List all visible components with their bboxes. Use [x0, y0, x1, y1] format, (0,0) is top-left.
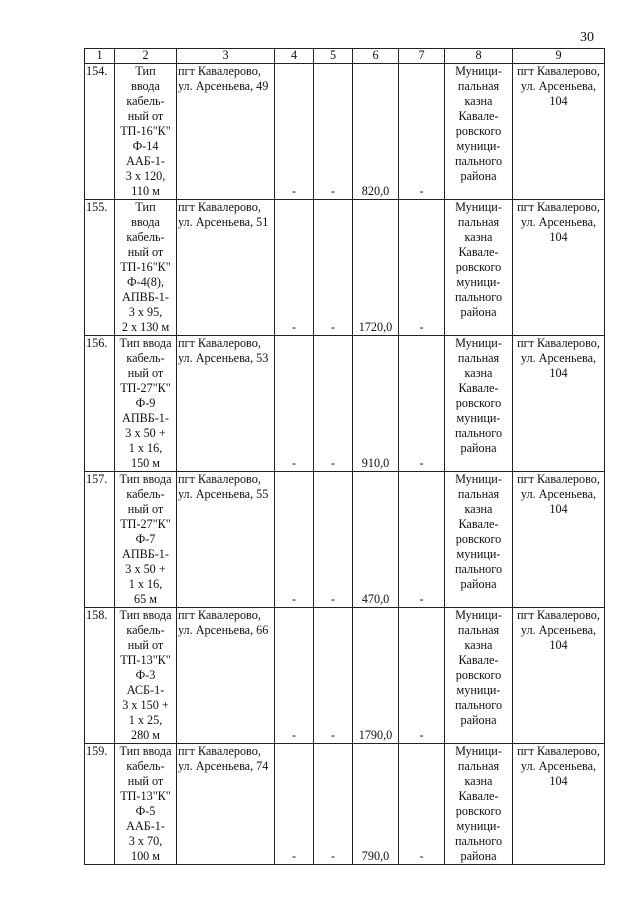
text-line: Ф-9 — [135, 396, 156, 410]
text-line: ул. Арсеньева, 49 — [178, 79, 269, 93]
text-line: ровского — [455, 804, 502, 818]
text-line: АПВБ-1- — [122, 411, 169, 425]
text-line: пгт Кавалерово, — [517, 200, 600, 214]
text-line: Тип ввода — [119, 472, 172, 486]
object-address — [177, 472, 275, 608]
text-line: пгт Кавалерово, — [517, 336, 600, 350]
owner — [445, 472, 513, 608]
cost-value: 790,0 — [353, 744, 399, 865]
col-7-value: - — [399, 472, 445, 608]
text-line: Кавале- — [458, 653, 499, 667]
owner — [445, 608, 513, 744]
header-col-1: 1 — [85, 49, 115, 64]
cost-value: 1720,0 — [353, 200, 399, 336]
page-number: 30 — [580, 30, 594, 45]
text-line: АПВБ-1- — [122, 547, 169, 561]
text-line: Кавале- — [458, 517, 499, 531]
text-line: пгт Кавалерово, — [517, 64, 600, 78]
text-line: Тип ввода — [119, 608, 172, 622]
object-name — [115, 608, 177, 744]
owner-address — [513, 744, 605, 865]
text-line: пгт Кавалерово, — [517, 472, 600, 486]
cost-value: 470,0 — [353, 472, 399, 608]
text-line: казна — [464, 94, 493, 108]
text-line: Кавале- — [458, 109, 499, 123]
owner — [445, 200, 513, 336]
text-line: кабель- — [126, 487, 165, 501]
text-line: пального — [454, 834, 503, 848]
owner — [445, 64, 513, 200]
text-line: ТП-27"К" — [120, 517, 171, 531]
text-line: ААБ-1- — [126, 154, 165, 168]
text-line: пгт Кавалерово, — [178, 608, 261, 622]
text-line: 150 м — [130, 456, 161, 470]
text-line: ный от — [127, 366, 164, 380]
text-line: казна — [464, 638, 493, 652]
text-line: ный от — [127, 638, 164, 652]
text-line: ТП-16"К" — [120, 260, 171, 274]
text-line: района — [460, 577, 497, 591]
col-4-value: - — [275, 336, 314, 472]
text-line: пального — [454, 426, 503, 440]
table-body — [85, 64, 605, 865]
row-number: 158. — [85, 608, 115, 744]
text-line: ААБ-1- — [126, 819, 165, 833]
text-line: кабель- — [126, 230, 165, 244]
text-line: ул. Арсеньева, 74 — [178, 759, 269, 773]
object-name — [115, 336, 177, 472]
property-registry-table — [84, 48, 605, 865]
text-line: пального — [454, 154, 503, 168]
text-line: района — [460, 713, 497, 727]
text-line: 3 х 95, — [128, 305, 163, 319]
text-line: Муници- — [455, 744, 502, 758]
text-line: 3 х 50 + — [125, 562, 166, 576]
owner-address — [513, 336, 605, 472]
text-line: ТП-13"К" — [120, 653, 171, 667]
text-line: Ф-7 — [135, 532, 156, 546]
text-line: 3 х 120, — [125, 169, 166, 183]
object-name — [115, 200, 177, 336]
text-line: района — [460, 169, 497, 183]
text-line: 1 х 25, — [128, 713, 163, 727]
text-line: ул. Арсеньева, — [520, 759, 597, 773]
text-line: пгт Кавалерово, — [178, 744, 261, 758]
header-col-8: 8 — [445, 49, 513, 64]
row-number: 159. — [85, 744, 115, 865]
cost-value: 910,0 — [353, 336, 399, 472]
col-4-value: - — [275, 64, 314, 200]
text-line: ул. Арсеньева, 53 — [178, 351, 269, 365]
text-line: Муници- — [455, 200, 502, 214]
table-row — [85, 608, 605, 744]
text-line: ТП-27"К" — [120, 381, 171, 395]
col-5-value: - — [314, 608, 353, 744]
col-4-value: - — [275, 608, 314, 744]
table-row — [85, 472, 605, 608]
text-line: казна — [464, 230, 493, 244]
text-line: района — [460, 441, 497, 455]
text-line: ТП-16"К" — [120, 124, 171, 138]
text-line: пгт Кавалерово, — [178, 472, 261, 486]
table-row — [85, 64, 605, 200]
owner — [445, 336, 513, 472]
text-line: ровского — [455, 260, 502, 274]
header-col-6: 6 — [353, 49, 399, 64]
text-line: кабель- — [126, 623, 165, 637]
text-line: Тип ввода — [119, 336, 172, 350]
text-line: казна — [464, 502, 493, 516]
text-line: ровского — [455, 532, 502, 546]
text-line: Ф-4(8), — [126, 275, 165, 289]
object-name — [115, 64, 177, 200]
text-line: 65 м — [134, 592, 157, 606]
text-line: ровского — [455, 396, 502, 410]
text-line: 104 — [549, 94, 568, 108]
header-col-4: 4 — [275, 49, 314, 64]
col-7-value: - — [399, 608, 445, 744]
object-address — [177, 200, 275, 336]
text-line: ул. Арсеньева, — [520, 351, 597, 365]
text-line: Муници- — [455, 608, 502, 622]
text-line: муници- — [456, 139, 501, 153]
text-line: ул. Арсеньева, 51 — [178, 215, 269, 229]
text-line: ввода — [131, 215, 160, 229]
col-5-value: - — [314, 472, 353, 608]
text-line: ввода — [131, 79, 160, 93]
text-line: ный от — [127, 245, 164, 259]
header-col-3: 3 — [177, 49, 275, 64]
text-line: пгт Кавалерово, — [178, 336, 261, 350]
text-line: пальная — [457, 215, 500, 229]
text-line: Тип — [135, 200, 156, 214]
text-line: 3 х 150 + — [122, 698, 169, 712]
text-line: пального — [454, 562, 503, 576]
object-address — [177, 608, 275, 744]
text-line: 100 м — [130, 849, 161, 863]
text-line: Ф-3 — [135, 668, 156, 682]
text-line: Муници- — [455, 336, 502, 350]
text-line: пальная — [457, 623, 500, 637]
col-4-value: - — [275, 200, 314, 336]
text-line: ул. Арсеньева, — [520, 79, 597, 93]
text-line: 3 х 70, — [128, 834, 163, 848]
text-line: ный от — [127, 502, 164, 516]
text-line: пальная — [457, 351, 500, 365]
table-header — [85, 49, 605, 64]
col-7-value: - — [399, 744, 445, 865]
text-line: казна — [464, 366, 493, 380]
text-line: пгт Кавалерово, — [178, 200, 261, 214]
text-line: пальная — [457, 79, 500, 93]
text-line: ул. Арсеньева, — [520, 623, 597, 637]
owner — [445, 744, 513, 865]
text-line: 104 — [549, 774, 568, 788]
text-line: пальная — [457, 759, 500, 773]
table-row — [85, 200, 605, 336]
row-number: 155. — [85, 200, 115, 336]
text-line: ул. Арсеньева, — [520, 215, 597, 229]
text-line: 1 х 16, — [128, 441, 163, 455]
cost-value: 1790,0 — [353, 608, 399, 744]
text-line: 280 м — [130, 728, 161, 742]
object-address — [177, 744, 275, 865]
text-line: ул. Арсеньева, 66 — [178, 623, 269, 637]
header-col-2: 2 — [115, 49, 177, 64]
text-line: 3 х 50 + — [125, 426, 166, 440]
text-line: пальная — [457, 487, 500, 501]
object-address — [177, 336, 275, 472]
cost-value: 820,0 — [353, 64, 399, 200]
row-number: 157. — [85, 472, 115, 608]
text-line: Тип — [135, 64, 156, 78]
header-row — [85, 49, 605, 64]
text-line: казна — [464, 774, 493, 788]
text-line: кабель- — [126, 759, 165, 773]
text-line: Кавале- — [458, 381, 499, 395]
text-line: кабель- — [126, 351, 165, 365]
object-name — [115, 744, 177, 865]
text-line: муници- — [456, 819, 501, 833]
text-line: АСБ-1- — [126, 683, 165, 697]
owner-address — [513, 200, 605, 336]
owner-address — [513, 608, 605, 744]
text-line: пгт Кавалерово, — [178, 64, 261, 78]
col-5-value: - — [314, 200, 353, 336]
object-name — [115, 472, 177, 608]
text-line: пгт Кавалерово, — [517, 608, 600, 622]
text-line: муници- — [456, 683, 501, 697]
text-line: 104 — [549, 366, 568, 380]
col-5-value: - — [314, 64, 353, 200]
text-line: муници- — [456, 411, 501, 425]
text-line: 2 х 130 м — [121, 320, 170, 334]
text-line: района — [460, 849, 497, 863]
text-line: Кавале- — [458, 245, 499, 259]
col-4-value: - — [275, 472, 314, 608]
object-address — [177, 64, 275, 200]
table-row — [85, 744, 605, 865]
text-line: Тип ввода — [119, 744, 172, 758]
text-line: ровского — [455, 668, 502, 682]
text-line: ровского — [455, 124, 502, 138]
text-line: пального — [454, 698, 503, 712]
text-line: района — [460, 305, 497, 319]
text-line: ный от — [127, 774, 164, 788]
text-line: пального — [454, 290, 503, 304]
text-line: 104 — [549, 502, 568, 516]
text-line: 110 м — [131, 184, 160, 198]
text-line: пгт Кавалерово, — [517, 744, 600, 758]
header-col-9: 9 — [513, 49, 605, 64]
text-line: 104 — [549, 230, 568, 244]
col-5-value: - — [314, 744, 353, 865]
text-line: Ф-14 — [132, 139, 159, 153]
col-4-value: - — [275, 744, 314, 865]
text-line: кабель- — [126, 94, 165, 108]
text-line: ул. Арсеньева, — [520, 487, 597, 501]
header-col-7: 7 — [399, 49, 445, 64]
text-line: муници- — [456, 275, 501, 289]
text-line: Кавале- — [458, 789, 499, 803]
text-line: ТП-13"К" — [120, 789, 171, 803]
text-line: АПВБ-1- — [122, 290, 169, 304]
col-5-value: - — [314, 336, 353, 472]
col-7-value: - — [399, 200, 445, 336]
owner-address — [513, 64, 605, 200]
text-line: Муници- — [455, 64, 502, 78]
text-line: 1 х 16, — [128, 577, 163, 591]
col-7-value: - — [399, 64, 445, 200]
text-line: муници- — [456, 547, 501, 561]
text-line: 104 — [549, 638, 568, 652]
header-col-5: 5 — [314, 49, 353, 64]
owner-address — [513, 472, 605, 608]
text-line: ный от — [127, 109, 164, 123]
text-line: Ф-5 — [135, 804, 156, 818]
row-number: 156. — [85, 336, 115, 472]
col-7-value: - — [399, 336, 445, 472]
text-line: ул. Арсеньева, 55 — [178, 487, 269, 501]
row-number: 154. — [85, 64, 115, 200]
table-row — [85, 336, 605, 472]
text-line: Муници- — [455, 472, 502, 486]
